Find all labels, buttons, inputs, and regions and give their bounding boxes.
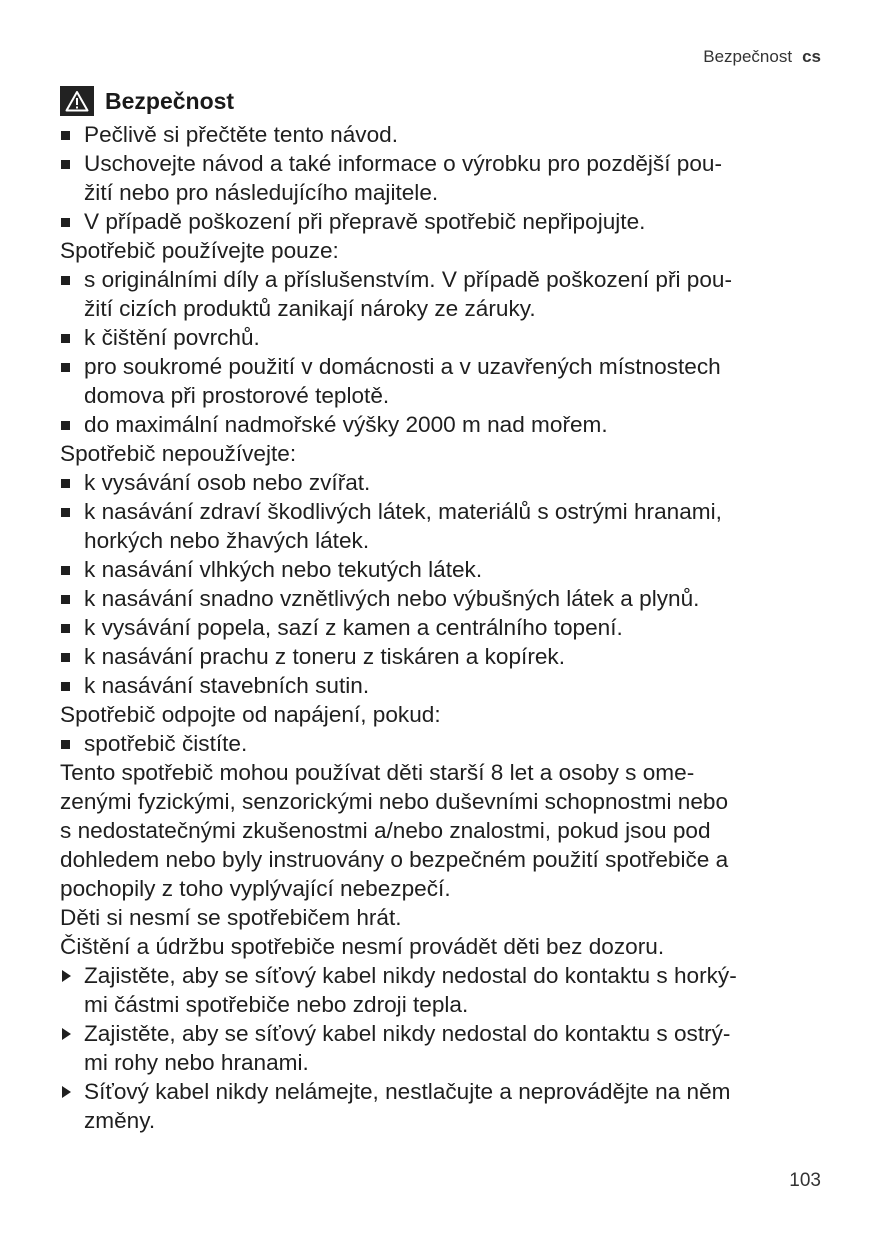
bullet-item: [60, 120, 825, 149]
square-bullet-icon: [60, 468, 84, 497]
paragraph-line: Tento spotřebič mohou používat děti starší 8 let a osoby s ome-: [60, 760, 695, 785]
item-text: [84, 729, 825, 758]
item-text: [84, 323, 825, 352]
item-text: [84, 149, 825, 207]
paragraph-line: dohledem nebo byly instruovány o bezpečném použití spotřebiče a: [60, 847, 729, 872]
item-text: [84, 584, 825, 613]
square-bullet-icon: [60, 613, 84, 642]
bullet-item: [60, 352, 825, 410]
bullet-item: [60, 265, 825, 323]
bullet-item: [60, 642, 825, 671]
item-line: k nasávání vlhkých nebo tekutých látek.: [84, 557, 483, 582]
item-text: [84, 207, 825, 236]
square-bullet-icon: [60, 410, 84, 439]
item-text: [84, 497, 825, 555]
item-line: domova při prostorové teplotě.: [84, 383, 390, 408]
item-line: V případě poškození při přepravě spotřebič nepřipojujte.: [84, 209, 646, 234]
paragraph-line: Čištění a údržbu spotřebiče nesmí provádět děti bez dozoru.: [60, 934, 665, 959]
item-line: žití cizích produktů zanikají nároky ze záruky.: [84, 296, 536, 321]
item-line: k nasávání zdraví škodlivých látek, materiálů s ostrými hranami,: [84, 499, 722, 524]
arrow-marker-icon: [60, 961, 84, 1019]
bullet-item: [60, 149, 825, 207]
paragraph-line: zenými fyzickými, senzorickými nebo duševními schopnostmi nebo: [60, 789, 729, 814]
item-text: [84, 642, 825, 671]
arrow-marker-icon: [60, 1019, 84, 1077]
header-language-code: cs: [802, 47, 821, 66]
square-bullet-icon: [60, 671, 84, 700]
instruction-item: [60, 1077, 825, 1135]
bullet-item: [60, 671, 825, 700]
item-line: s originálními díly a příslušenstvím. V případě poškození při pou-: [84, 267, 732, 292]
item-line: horkých nebo žhavých látek.: [84, 528, 370, 553]
paragraph-line: Spotřebič používejte pouze:: [60, 238, 339, 263]
arrow-marker-icon: [60, 1077, 84, 1135]
paragraph-line: pochopily z toho vyplývající nebezpečí.: [60, 876, 451, 901]
bullet-item: [60, 207, 825, 236]
item-line: Síťový kabel nikdy nelámejte, nestlačujte a neprovádějte na něm: [84, 1079, 731, 1104]
bullet-item: [60, 584, 825, 613]
item-line: Uschovejte návod a také informace o výrobku pro pozdější pou-: [84, 151, 722, 176]
page-number: 103: [789, 1170, 821, 1191]
item-line: k nasávání stavebních sutin.: [84, 673, 370, 698]
square-bullet-icon: [60, 497, 84, 555]
square-bullet-icon: [60, 555, 84, 584]
item-line: Pečlivě si přečtěte tento návod.: [84, 122, 398, 147]
item-line: pro soukromé použití v domácnosti a v uzavřených místnostech: [84, 354, 721, 379]
item-line: žití nebo pro následujícího majitele.: [84, 180, 439, 205]
item-line: k čištění povrchů.: [84, 325, 260, 350]
paragraph-line: s nedostatečnými zkušenostmi a/nebo znalostmi, pokud jsou pod: [60, 818, 711, 843]
instruction-item: [60, 961, 825, 1019]
square-bullet-icon: [60, 729, 84, 758]
square-bullet-icon: [60, 352, 84, 410]
item-text: [84, 1019, 825, 1077]
bullet-item: [60, 729, 825, 758]
section-title-row: [60, 86, 234, 116]
bullet-item: [60, 497, 825, 555]
item-text: [84, 120, 825, 149]
paragraph-line: Spotřebič odpojte od napájení, pokud:: [60, 702, 441, 727]
bullet-item: [60, 410, 825, 439]
section-title: Bezpečnost: [105, 87, 235, 114]
item-line: k nasávání prachu z toneru z tiskáren a kopírek.: [84, 644, 565, 669]
paragraph-line: Spotřebič nepoužívejte:: [60, 441, 297, 466]
item-line: k vysávání popela, sazí z kamen a centrálního topení.: [84, 615, 623, 640]
safety-content: [60, 120, 825, 1135]
item-line: změny.: [84, 1108, 156, 1133]
instruction-item: [60, 1019, 825, 1077]
square-bullet-icon: [60, 323, 84, 352]
item-line: Zajistěte, aby se síťový kabel nikdy nedostal do kontaktu s horký-: [84, 963, 737, 988]
item-text: [84, 555, 825, 584]
item-text: [84, 1077, 825, 1135]
item-line: Zajistěte, aby se síťový kabel nikdy nedostal do kontaktu s ostrý-: [84, 1021, 731, 1046]
bullet-item: [60, 613, 825, 642]
paragraph-line: Děti si nesmí se spotřebičem hrát.: [60, 905, 402, 930]
square-bullet-icon: [60, 207, 84, 236]
warning-icon: [60, 86, 94, 116]
item-line: do maximální nadmořské výšky 2000 m nad mořem.: [84, 412, 608, 437]
bullet-item: [60, 468, 825, 497]
item-text: [84, 613, 825, 642]
square-bullet-icon: [60, 120, 84, 149]
square-bullet-icon: [60, 149, 84, 207]
item-text: [84, 410, 825, 439]
square-bullet-icon: [60, 265, 84, 323]
item-text: [84, 961, 825, 1019]
item-text: [84, 265, 825, 323]
square-bullet-icon: [60, 584, 84, 613]
item-text: [84, 671, 825, 700]
bullet-item: [60, 555, 825, 584]
item-text: [84, 352, 825, 410]
item-line: mi rohy nebo hranami.: [84, 1050, 309, 1075]
item-line: k nasávání snadno vznětlivých nebo výbušných látek a plynů.: [84, 586, 700, 611]
page-header: [703, 47, 821, 67]
bullet-item: [60, 323, 825, 352]
square-bullet-icon: [60, 642, 84, 671]
item-line: k vysávání osob nebo zvířat.: [84, 470, 371, 495]
item-line: mi částmi spotřebiče nebo zdroji tepla.: [84, 992, 469, 1017]
item-line: spotřebič čistíte.: [84, 731, 248, 756]
item-text: [84, 468, 825, 497]
header-section: Bezpečnost: [703, 47, 793, 66]
